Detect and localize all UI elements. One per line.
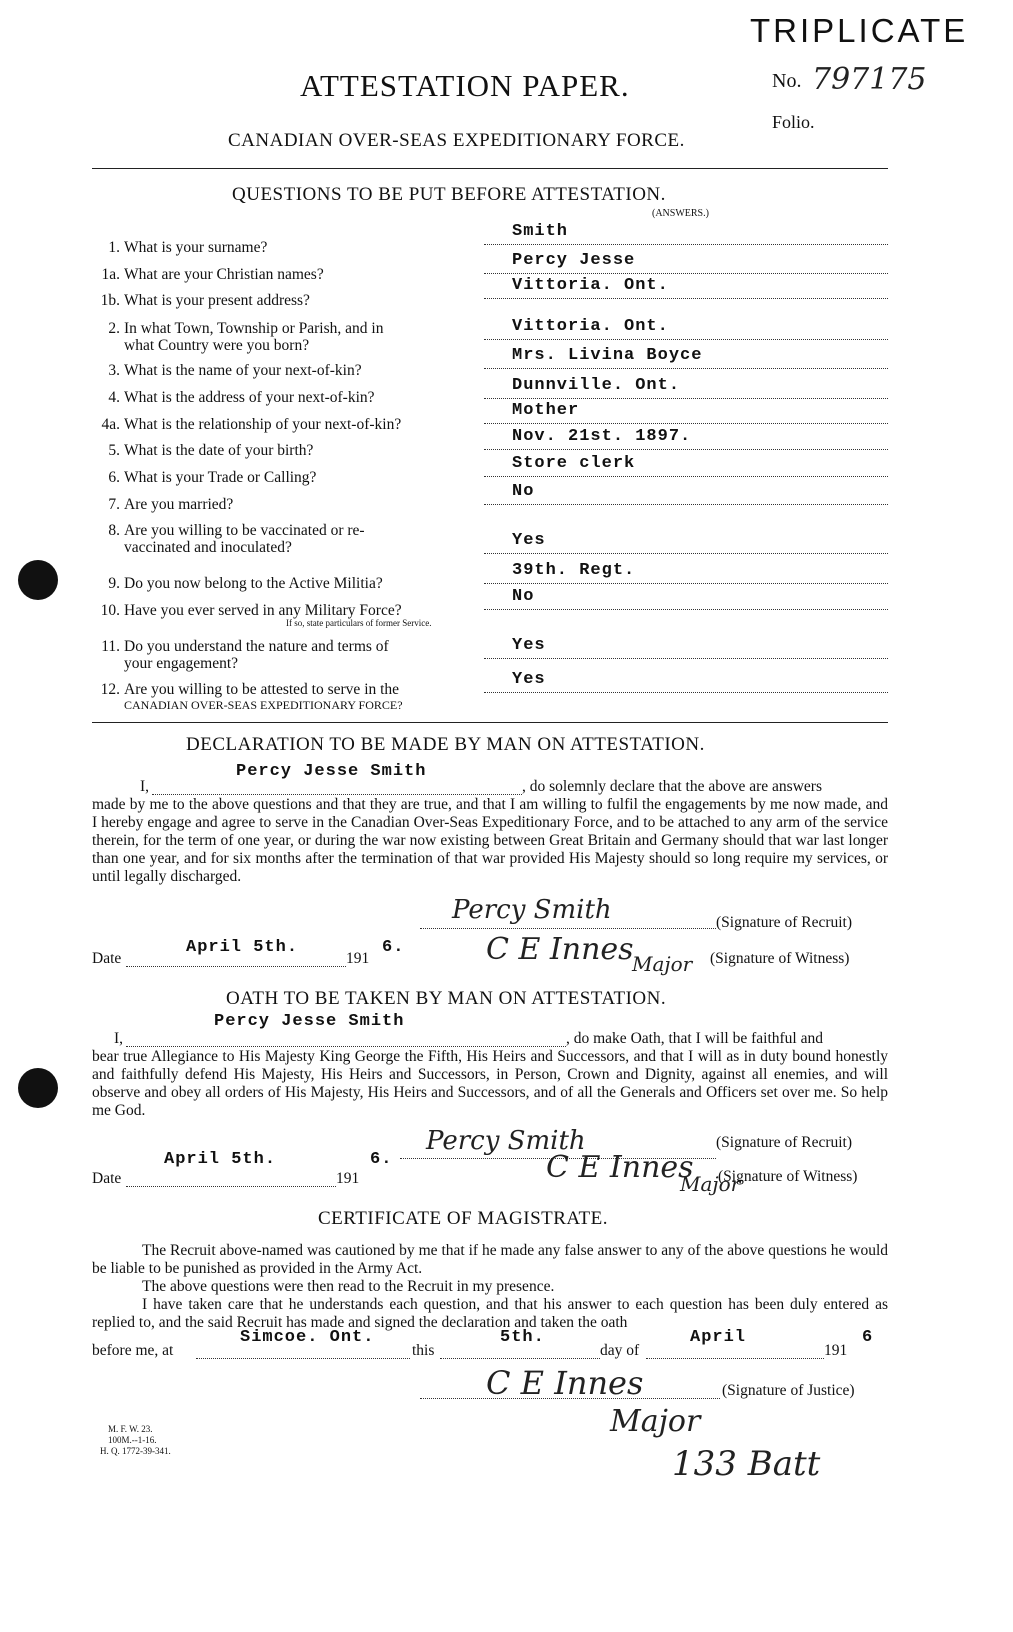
punch-hole-bottom xyxy=(18,1068,58,1108)
declaration-body: made by me to the above questions and that they are true, and that I am willing to fulfil the engagements by me now made, and I hereby engage and agree to serve in the Canadian Over-Seas Expeditionary Force, and to be attached to any arm of the service therein, for the term of one year, or during the war now existing between Great Britain and Germany should that war last longer than one year, and for six months after the termination of that war provided His Majesty should so long require my services, or until legally discharged. xyxy=(92,796,888,885)
question-text-continued: vaccinated and inoculated? xyxy=(124,539,292,556)
oath-heading: OATH TO BE TAKEN BY MAN ON ATTESTATION. xyxy=(226,988,667,1009)
declaration-date: April 5th. xyxy=(186,938,299,957)
answer-text: 39th. Regt. xyxy=(512,561,636,580)
answer-line xyxy=(484,339,888,340)
declaration-year-suffix: 6. xyxy=(382,938,405,957)
question-number: 11. xyxy=(101,638,120,655)
answer-line xyxy=(484,398,888,399)
certificate-justice-signature: C E Innes xyxy=(486,1364,644,1402)
folio-label: Folio. xyxy=(772,112,815,132)
answer-line xyxy=(484,298,888,299)
form-code-line-1: M. F. W. 23. xyxy=(108,1424,153,1434)
question-text: What is the date of your birth? xyxy=(124,442,314,459)
answer-line xyxy=(484,609,888,610)
oath-name-line xyxy=(126,1046,566,1047)
form-code-line-3: H. Q. 1772-39-341. xyxy=(100,1446,171,1456)
question-text: What is the address of your next-of-kin? xyxy=(124,389,375,406)
certificate-year-suffix: 6 xyxy=(862,1328,874,1347)
certificate-p1: The Recruit above-named was cautioned by me that if he made any false answer to any of the above questions he would be liable to be punished as provided in the Army Act. xyxy=(92,1242,888,1277)
oath-year-suffix: 6. xyxy=(370,1150,393,1169)
declaration-date-label: Date xyxy=(92,950,122,967)
question-text: What is your present address? xyxy=(124,292,310,309)
answer-line xyxy=(484,504,888,505)
declaration-recruit-line xyxy=(420,928,716,929)
answer-line xyxy=(484,583,888,584)
question-number: 9. xyxy=(108,575,120,592)
answer-text: Percy Jesse xyxy=(512,251,636,270)
certificate-place-line xyxy=(196,1358,410,1359)
document-title: ATTESTATION PAPER. xyxy=(300,68,630,103)
certificate-year-prefix: 191 xyxy=(824,1342,848,1359)
answer-line xyxy=(484,692,888,693)
question-number: 6. xyxy=(108,469,120,486)
declaration-lead: I, xyxy=(140,778,150,795)
certificate-justice-unit: 133 Batt xyxy=(672,1444,821,1484)
questions-rule xyxy=(92,722,888,723)
declaration-date-line xyxy=(126,966,346,967)
certificate-this-label: this xyxy=(412,1342,435,1359)
questions-heading: QUESTIONS TO BE PUT BEFORE ATTESTATION. xyxy=(232,184,666,205)
answer-text: Dunnville. Ont. xyxy=(512,376,681,395)
question-text: Do you understand the nature and terms of xyxy=(124,638,389,655)
document-subtitle: CANADIAN OVER-SEAS EXPEDITIONARY FORCE. xyxy=(228,130,685,151)
answer-text: Smith xyxy=(512,222,569,241)
question-text: Are you willing to be attested to serve in the xyxy=(124,681,400,698)
question-text-continued: what Country were you born? xyxy=(124,337,310,354)
declaration-witness-signature: C E Innes xyxy=(486,932,634,967)
certificate-justice-label: (Signature of Justice) xyxy=(722,1382,855,1399)
oath-body: bear true Allegiance to His Majesty King George the Fifth, His Heirs and Successors, and that I will as in duty bound honestly and faithfully defend His Majesty, His Heirs and Successors, in Person, Crown and Dignity, against all enemies, and will observe and obey all orders of His Majesty, His Heirs and Successors, and of all the Generals and Officers set over me. So help me God. xyxy=(92,1048,888,1119)
oath-date: April 5th. xyxy=(164,1150,277,1169)
question-text: What is the relationship of your next-of-kin? xyxy=(124,416,402,433)
question-text-continued: If so, state particulars of former Service. xyxy=(286,618,432,628)
copy-label: TRIPLICATE xyxy=(750,12,969,49)
oath-lead: I, xyxy=(114,1030,124,1047)
answer-line xyxy=(484,658,888,659)
answer-line xyxy=(484,368,888,369)
answer-text: Store clerk xyxy=(512,454,636,473)
form-code-line-2: 100M.--1-16. xyxy=(108,1435,157,1445)
certificate-p3: I have taken care that he understands each question, and that his answer to each question has been duly entered as replied to, and the said Recruit has made and signed the declaration and taken the oath xyxy=(92,1296,888,1331)
certificate-before-label: before me, at xyxy=(92,1342,174,1359)
answer-text: No xyxy=(512,482,535,501)
oath-recruit-label: (Signature of Recruit) xyxy=(716,1134,853,1151)
certificate-day-line xyxy=(440,1358,600,1359)
declaration-witness-label: (Signature of Witness) xyxy=(710,950,850,967)
certificate-place: Simcoe. Ont. xyxy=(240,1328,375,1347)
question-number: 10. xyxy=(100,602,120,619)
answer-text: Yes xyxy=(512,636,546,655)
question-text: In what Town, Township or Parish, and in xyxy=(124,320,384,337)
question-number: 7. xyxy=(108,496,120,513)
question-text: What are your Christian names? xyxy=(124,266,324,283)
declaration-name: Percy Jesse Smith xyxy=(236,762,427,781)
question-number: 12. xyxy=(100,681,120,698)
answers-label: (ANSWERS.) xyxy=(652,208,709,219)
certificate-justice-rank: Major xyxy=(610,1404,701,1439)
answer-line xyxy=(484,423,888,424)
question-number: 4. xyxy=(108,389,120,406)
oath-name: Percy Jesse Smith xyxy=(214,1012,405,1031)
oath-witness-label: (Signature of Witness) xyxy=(718,1168,858,1185)
question-text: What is your Trade or Calling? xyxy=(124,469,317,486)
certificate-day: 5th. xyxy=(500,1328,545,1347)
declaration-recruit-signature: Percy Smith xyxy=(452,895,612,925)
question-number: 3. xyxy=(108,362,120,379)
question-number: 2. xyxy=(108,320,120,337)
declaration-heading: DECLARATION TO BE MADE BY MAN ON ATTESTATION. xyxy=(186,734,705,755)
certificate-justice-line xyxy=(420,1398,720,1399)
answer-line xyxy=(484,476,888,477)
question-number: 1. xyxy=(108,239,120,256)
question-text: What is the name of your next-of-kin? xyxy=(124,362,362,379)
question-number: 1a. xyxy=(101,266,120,283)
answer-line xyxy=(484,449,888,450)
question-text: Are you willing to be vaccinated or re- xyxy=(124,522,365,539)
question-number: 5. xyxy=(108,442,120,459)
answer-line xyxy=(484,244,888,245)
oath-date-line xyxy=(126,1186,336,1187)
punch-hole-top xyxy=(18,560,58,600)
oath-recruit-signature: Percy Smith xyxy=(426,1126,586,1156)
declaration-name-line xyxy=(152,794,522,795)
oath-witness-rank: Major xyxy=(680,1172,741,1196)
answer-text: No xyxy=(512,587,535,606)
header-rule xyxy=(92,168,888,169)
answer-text: Vittoria. Ont. xyxy=(512,276,669,295)
form-code xyxy=(100,1424,171,1457)
answer-text: Vittoria. Ont. xyxy=(512,317,669,336)
declaration-text-1: , do solemnly declare that the above are answers xyxy=(522,778,822,795)
certificate-day-label: day of xyxy=(600,1342,640,1359)
answer-text: Yes xyxy=(512,670,546,689)
oath-text-1: , do make Oath, that I will be faithful and xyxy=(566,1030,823,1047)
question-text-continued: CANADIAN OVER-SEAS EXPEDITIONARY FORCE? xyxy=(124,698,403,712)
question-text-continued: your engagement? xyxy=(124,655,239,672)
declaration-year-prefix: 191 xyxy=(346,950,370,967)
answer-text: Mrs. Livina Boyce xyxy=(512,346,703,365)
answer-line xyxy=(484,553,888,554)
declaration-recruit-label: (Signature of Recruit) xyxy=(716,914,853,931)
certificate-p2: The above questions were then read to the Recruit in my presence. xyxy=(142,1278,555,1295)
question-text: Have you ever served in any Military Force? xyxy=(124,602,402,619)
answer-text: Nov. 21st. 1897. xyxy=(512,427,692,446)
certificate-heading: CERTIFICATE OF MAGISTRATE. xyxy=(318,1208,609,1229)
oath-date-label: Date xyxy=(92,1170,122,1187)
certificate-month: April xyxy=(690,1328,747,1347)
declaration-witness-rank: Major xyxy=(632,952,693,976)
oath-year-prefix: 191 xyxy=(336,1170,360,1187)
oath-witness-signature: C E Innes xyxy=(546,1150,694,1185)
number-label: No. xyxy=(772,70,802,92)
answer-text: Mother xyxy=(512,401,580,420)
answer-line xyxy=(484,273,888,274)
question-number: 4a. xyxy=(101,416,120,433)
question-number: 8. xyxy=(108,522,120,539)
question-number: 1b. xyxy=(100,292,120,309)
question-text: What is your surname? xyxy=(124,239,268,256)
question-text: Are you married? xyxy=(124,496,234,513)
answer-text: Yes xyxy=(512,531,546,550)
number-value: 797175 xyxy=(812,62,927,97)
certificate-month-line xyxy=(646,1358,824,1359)
question-text: Do you now belong to the Active Militia? xyxy=(124,575,383,592)
